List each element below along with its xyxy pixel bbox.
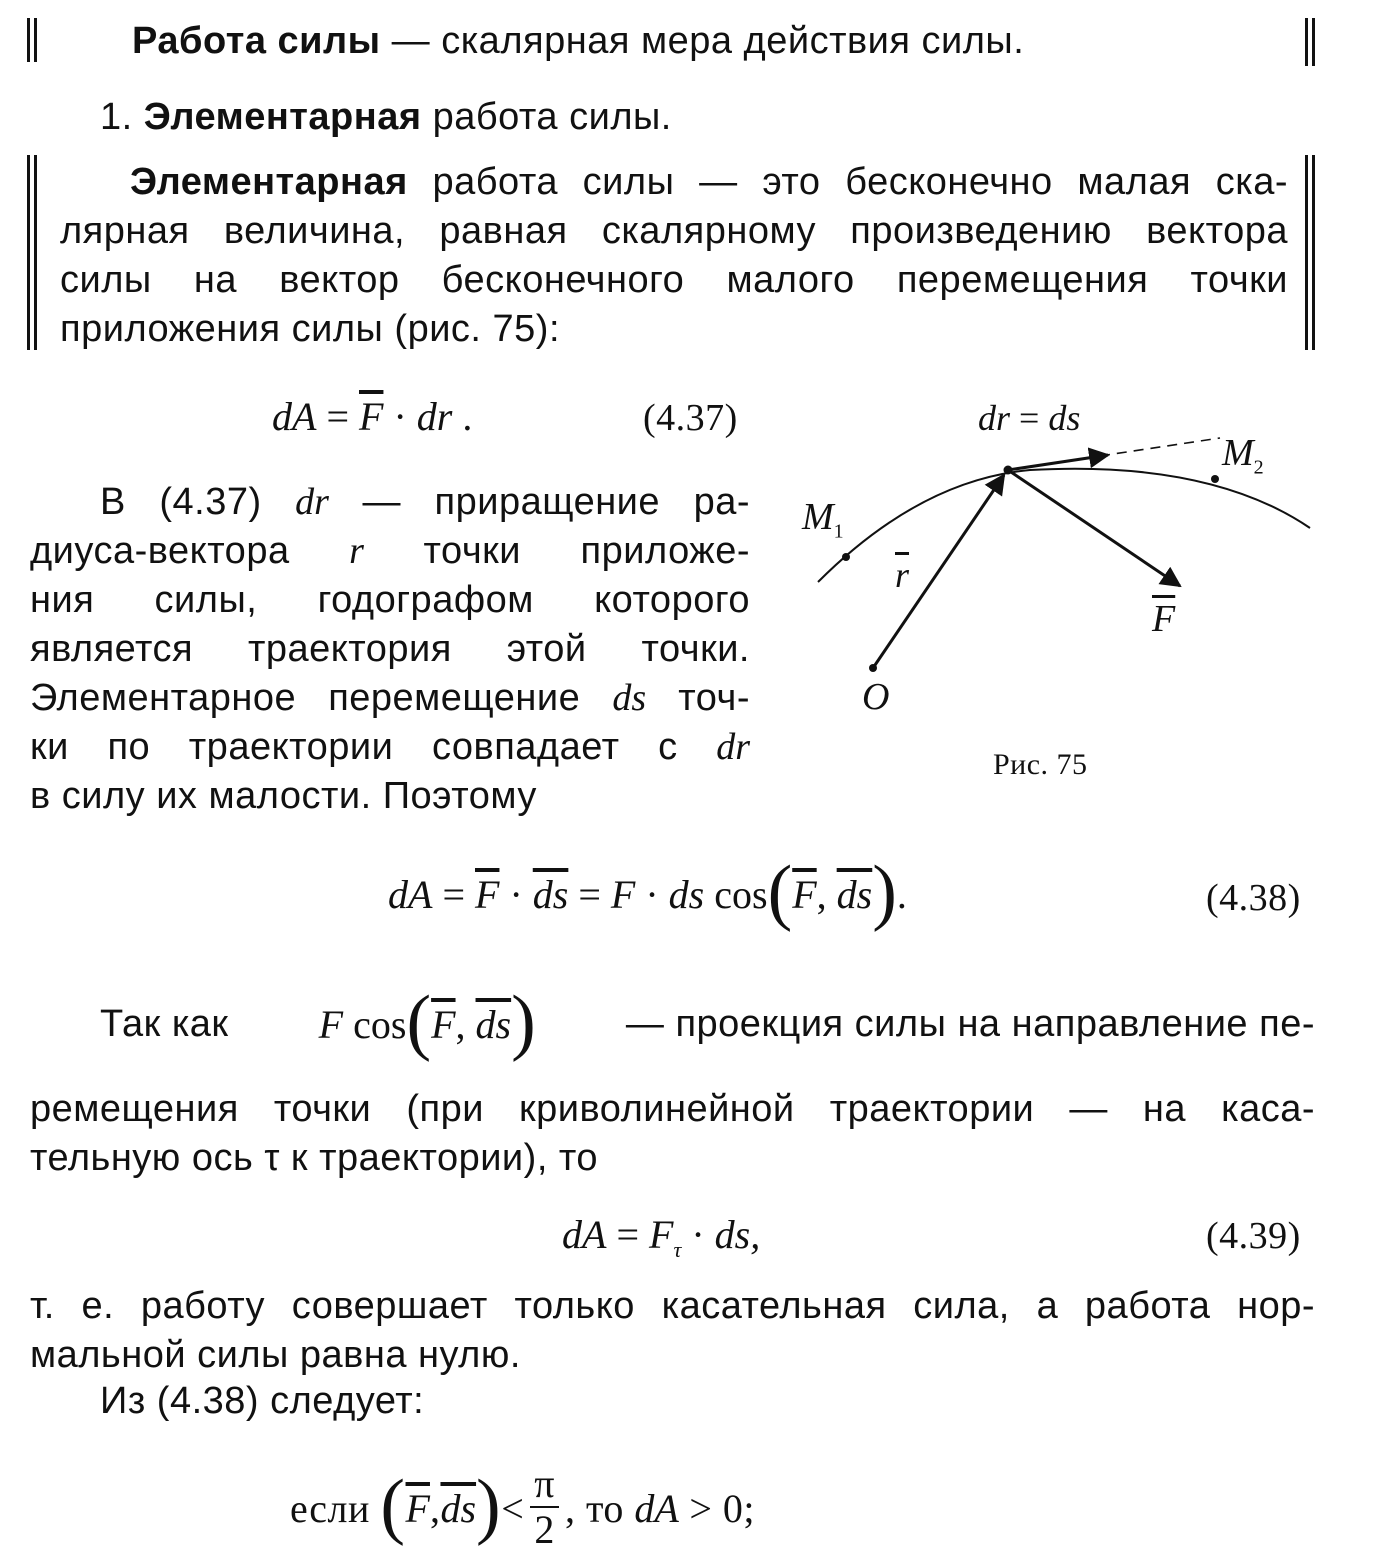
radius-vector [873, 475, 1004, 668]
definition-line-1: Элементарная работа силы — это бесконечно малая ска- [130, 161, 1288, 203]
para3-line-2: мальной силы равна нулю. [30, 1334, 521, 1376]
left-bar-header-2 [34, 18, 37, 62]
fraction-pi-over-2: $\frac{\pi}{2}$ [530, 1464, 559, 1550]
right-bar-def-2 [1312, 155, 1315, 350]
figure-label-M1: $M_1$ [802, 496, 844, 543]
para1-line-2: диуса-вектора r точки приложе- [30, 530, 750, 572]
force-vector [1008, 470, 1180, 586]
para2-line-2: ремещения точки (при криволинейной траектории — на каса- [30, 1088, 1315, 1130]
point-M [1004, 466, 1013, 475]
equation-4-39-number: (4.39) [1206, 1215, 1301, 1257]
para1-line-7: в силу их малости. Поэтому [30, 775, 537, 817]
paragraph-4: Из (4.38) следует: [100, 1380, 425, 1422]
definition-paragraph [60, 158, 1288, 354]
figure-label-dr-ds: dr = ds [978, 398, 1081, 438]
definition-line-4: приложения силы (рис. 75): [60, 308, 561, 350]
item-bold: Элементарная [143, 96, 422, 138]
para2-line-1: Так как F $\cos(\overline{F}$, $\overline{ds}$) — проекция силы на направление пе- [100, 981, 1315, 1063]
left-bar-def-1 [27, 155, 30, 350]
equation-4-39: dA = $F_\tau$ · ds, [562, 1212, 761, 1262]
equation-4-37-number: (4.37) [643, 397, 738, 439]
left-bar-def-2 [34, 155, 37, 350]
equation-4-38: dA = $\overline{F} \cdot \overline{ds} = F$ · ds $\cos(\overline{F}$, $\overline{ds}$). [388, 851, 907, 933]
right-bar-def-1 [1305, 155, 1308, 350]
figure-caption: Рис. 75 [993, 748, 1088, 781]
point-O [869, 664, 877, 672]
paragraph-1 [30, 478, 750, 821]
item-number: 1. [100, 96, 144, 138]
trajectory-curve [818, 469, 1310, 582]
right-bar-header-1 [1305, 18, 1308, 66]
item-1-heading [100, 96, 672, 140]
para3-line-1: т. е. работу совершает только касательная сила, а работа нор- [30, 1285, 1315, 1327]
tangent-dashed-line [1100, 438, 1220, 456]
para1-line-6: ки по траектории совпадает с dr [30, 726, 750, 768]
para1-line-4: является траектория этой точки. [30, 628, 750, 670]
equation-4-38-number: (4.38) [1206, 877, 1301, 919]
definition-line-2: лярная величина, равная скалярному произведению вектора [60, 210, 1288, 252]
para1-line-1: В (4.37) dr — приращение ра- [100, 481, 750, 523]
para2-line-3: тельную ось τ к траектории), то [30, 1137, 599, 1179]
left-bar-header-1 [27, 18, 30, 62]
item-rest: работа силы. [421, 96, 672, 138]
figure-label-F: $\overline{F}$ [1152, 598, 1176, 640]
figure-label-O: O [862, 676, 890, 718]
header-term: Работа силы [132, 20, 381, 62]
point-M2 [1211, 475, 1219, 483]
figure-label-M2: $M_2$ [1222, 432, 1264, 479]
dr-vector [1008, 455, 1108, 470]
equation-condition: если $(\overline{F},\overline{ds})<$ $\frac{\pi}{2}$ , то dA > 0; [290, 1461, 756, 1552]
paragraph-3 [30, 1282, 1315, 1380]
para1-line-5: Элементарное перемещение ds точ- [30, 677, 750, 719]
para1-line-3: ния силы, годографом которого [30, 579, 750, 621]
definition-line-3: силы на вектор бесконечного малого перемещения точки [60, 259, 1288, 301]
equation-4-37: dA = $\overline{F}$ · dr . [272, 394, 473, 439]
definition-bold: Элементарная [130, 161, 408, 203]
paragraph-2-rest [30, 1085, 1315, 1183]
point-M1 [842, 553, 850, 561]
header-rest: — скалярная мера действия силы. [380, 20, 1025, 62]
right-bar-header-2 [1312, 18, 1315, 66]
header-line [132, 20, 1024, 64]
figure-label-r: $\overline{r}$ [895, 555, 910, 595]
